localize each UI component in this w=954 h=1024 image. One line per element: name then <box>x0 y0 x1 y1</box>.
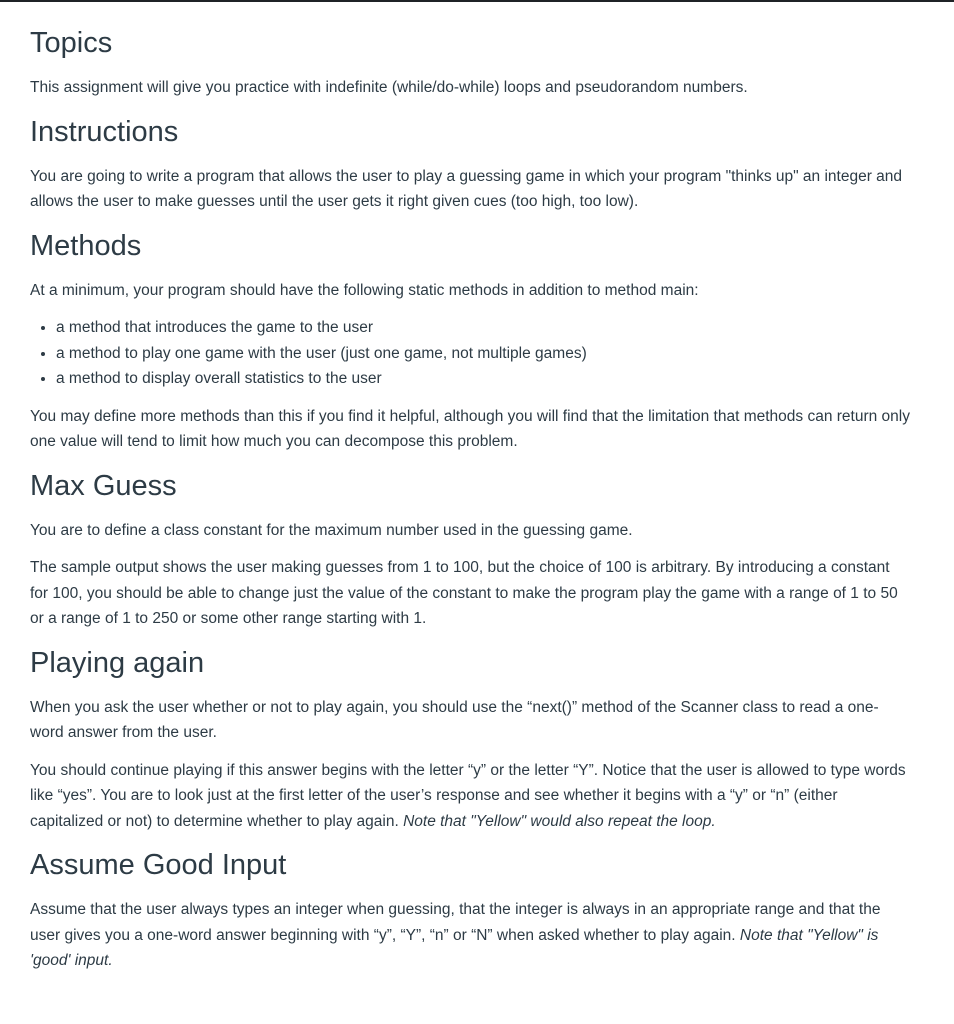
methods-list-item: • a method to play one game with the user (just one game, not multiple games) <box>56 341 910 367</box>
section-topics <box>30 24 910 101</box>
section-instructions <box>30 113 910 215</box>
heading-instructions: Instructions <box>30 115 179 148</box>
playing-again-paragraph-2 <box>30 758 910 835</box>
heading-max-guess: Max Guess <box>30 469 177 502</box>
max-guess-paragraph-2: The sample output shows the user making guesses from 1 to 100, but the choice of 100 is arbitrary. By introducing a constant for 100, you should be able to change just the value of the constant to make the program play the game with a range of 1 to 50 or a range of 1 to 250 or some other range starting with 1. <box>30 559 898 627</box>
top-border <box>0 0 954 2</box>
methods-list-item: • a method to display overall statistics to the user <box>56 366 910 392</box>
heading-good-input: Assume Good Input <box>30 849 287 881</box>
assignment-content <box>30 24 910 986</box>
methods-note-paragraph: You may define more methods than this if you find it helpful, although you will find that the limitation that methods can return only one value will tend to limit how much you can decompose this problem. <box>30 407 910 450</box>
good-input-paragraph <box>30 897 910 974</box>
max-guess-paragraph-1: You are to define a class constant for the maximum number used in the guessing game. <box>30 521 633 539</box>
section-playing-again <box>30 644 910 835</box>
good-input-note: Note that "Yellow" is 'good' input. <box>30 926 879 969</box>
section-max-guess <box>30 467 910 632</box>
heading-topics: Topics <box>30 27 113 59</box>
playing-again-note: Note that "Yellow" would also repeat the loop. <box>403 812 716 830</box>
playing-again-text: You should continue playing if this answer begins with the letter “y” or the letter “Y”. Notice that the user is allowed to type words like “yes”. You are to look just at the first letter of the user’s response and see whether it begins with a “y” or “n” (either capitalized or not) to determine whether to play again. <box>30 761 906 830</box>
methods-list <box>30 315 910 392</box>
heading-playing-again: Playing again <box>30 646 205 679</box>
section-methods <box>30 227 910 455</box>
methods-list-item: • a method that introduces the game to the user <box>56 315 910 341</box>
heading-methods: Methods <box>30 229 142 262</box>
instructions-paragraph: You are going to write a program that allows the user to play a guessing game in which your program "thinks up" an integer and allows the user to make guesses until the user gets it right given cues (too high, too low). <box>30 167 903 210</box>
playing-again-paragraph-1: When you ask the user whether or not to play again, you should use the “next()” method of the Scanner class to read a one-word answer from the user. <box>30 698 879 741</box>
section-good-input <box>30 846 910 974</box>
good-input-text: Assume that the user always types an integer when guessing, that the integer is always in an appropriate range and that the user gives you a one-word answer beginning with “y”, “Y”, “n” or “N” when asked whether to play again. <box>30 901 881 944</box>
methods-intro-paragraph: At a minimum, your program should have the following static methods in addition to method main: <box>30 281 699 299</box>
topics-paragraph: This assignment will give you practice with indefinite (while/do-while) loops and pseudorandom numbers. <box>30 79 748 96</box>
